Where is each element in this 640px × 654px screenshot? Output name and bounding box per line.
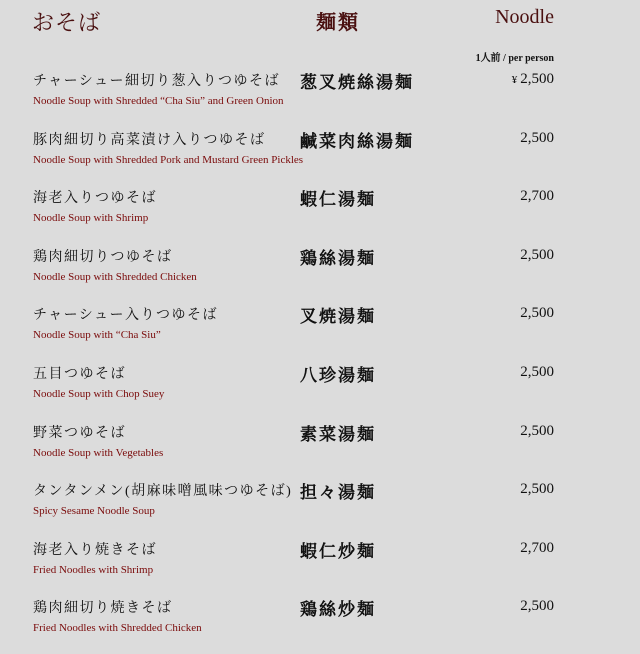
item-price: 2,500 (520, 598, 554, 615)
item-name-english: Spicy Sesame Noodle Soup (33, 505, 155, 518)
item-name-japanese: 鶏肉細切りつゆそば (33, 249, 173, 265)
item-name-japanese: チャーシュー細切り葱入りつゆそば (33, 74, 281, 89)
item-name-japanese: 野菜つゆそば (33, 425, 126, 441)
item-name-chinese: 鶏絲湯麺 (300, 248, 376, 268)
menu-item (0, 68, 640, 127)
item-name-chinese: 素菜湯麺 (300, 424, 376, 444)
item-name-japanese: 海老入り焼きそば (33, 542, 157, 558)
item-name-chinese: 八珍湯麺 (300, 365, 376, 385)
item-name-chinese: 鹹菜肉絲湯麺 (300, 131, 414, 151)
item-name-chinese: 担々湯麺 (300, 483, 376, 503)
item-name-japanese: チャーシュー入りつゆそば (33, 308, 219, 324)
item-price: 2,500 (520, 422, 554, 439)
item-name-english: Noodle Soup with Shrimp (33, 212, 149, 225)
item-price: 2,700 (520, 188, 554, 205)
section-title-chinese: 麺類 (316, 12, 360, 34)
menu-item (0, 420, 640, 479)
menu-item (0, 537, 640, 596)
currency-symbol: ¥ (511, 74, 518, 86)
item-price: 2,500 (520, 481, 554, 498)
item-name-chinese: 葱叉焼絲湯麺 (300, 73, 414, 92)
item-name-english: Noodle Soup with “Cha Siu” (33, 329, 161, 342)
item-name-english: Noodle Soup with Shredded Chicken (33, 270, 197, 283)
menu-list (0, 68, 640, 654)
menu-item (0, 127, 640, 186)
item-name-english: Noodle Soup with Shredded Pork and Mustard Green Pickles (33, 153, 304, 166)
section-title-english: Noodle (495, 6, 554, 28)
item-name-japanese: 海老入りつゆそば (33, 191, 157, 207)
item-name-chinese: 蝦仁湯麺 (300, 190, 376, 210)
menu-item (0, 244, 640, 303)
item-name-english: Fried Noodles with Shredded Chicken (33, 622, 202, 635)
item-name-english: Noodle Soup with Shredded “Cha Siu” and Green Onion (33, 95, 284, 107)
item-price: 2,500 (520, 129, 554, 146)
menu-item (0, 361, 640, 420)
section-title-japanese: おそば (32, 10, 102, 35)
menu-item (0, 302, 640, 361)
item-name-english: Noodle Soup with Chop Suey (33, 387, 165, 400)
item-price: 2,500 (520, 305, 554, 322)
item-name-japanese: 五目つゆそば (33, 366, 126, 382)
item-name-japanese: 豚肉細切り高菜漬け入りつゆそば (33, 132, 266, 148)
item-name-japanese: 鶏肉細切り焼きそば (33, 601, 173, 617)
item-price: 2,500 (520, 246, 554, 263)
item-name-english: Noodle Soup with Vegetables (33, 446, 164, 459)
item-price-value: 2,500 (520, 71, 554, 87)
item-price: 2,700 (520, 539, 554, 556)
menu-item (0, 185, 640, 244)
item-price: 2,500 (520, 363, 554, 380)
item-name-english: Fried Noodles with Shrimp (33, 563, 154, 576)
per-person-note: 1人前 / per person (475, 53, 554, 64)
item-name-japanese: タンタンメン(胡麻味噌風味つゆそば) (33, 484, 293, 500)
item-name-chinese: 鶏絲炒麺 (300, 600, 376, 620)
item-price (512, 71, 554, 88)
item-name-chinese: 叉焼湯麺 (300, 307, 376, 327)
menu-item (0, 595, 640, 654)
menu-item (0, 478, 640, 537)
item-name-chinese: 蝦仁炒麺 (300, 541, 376, 561)
